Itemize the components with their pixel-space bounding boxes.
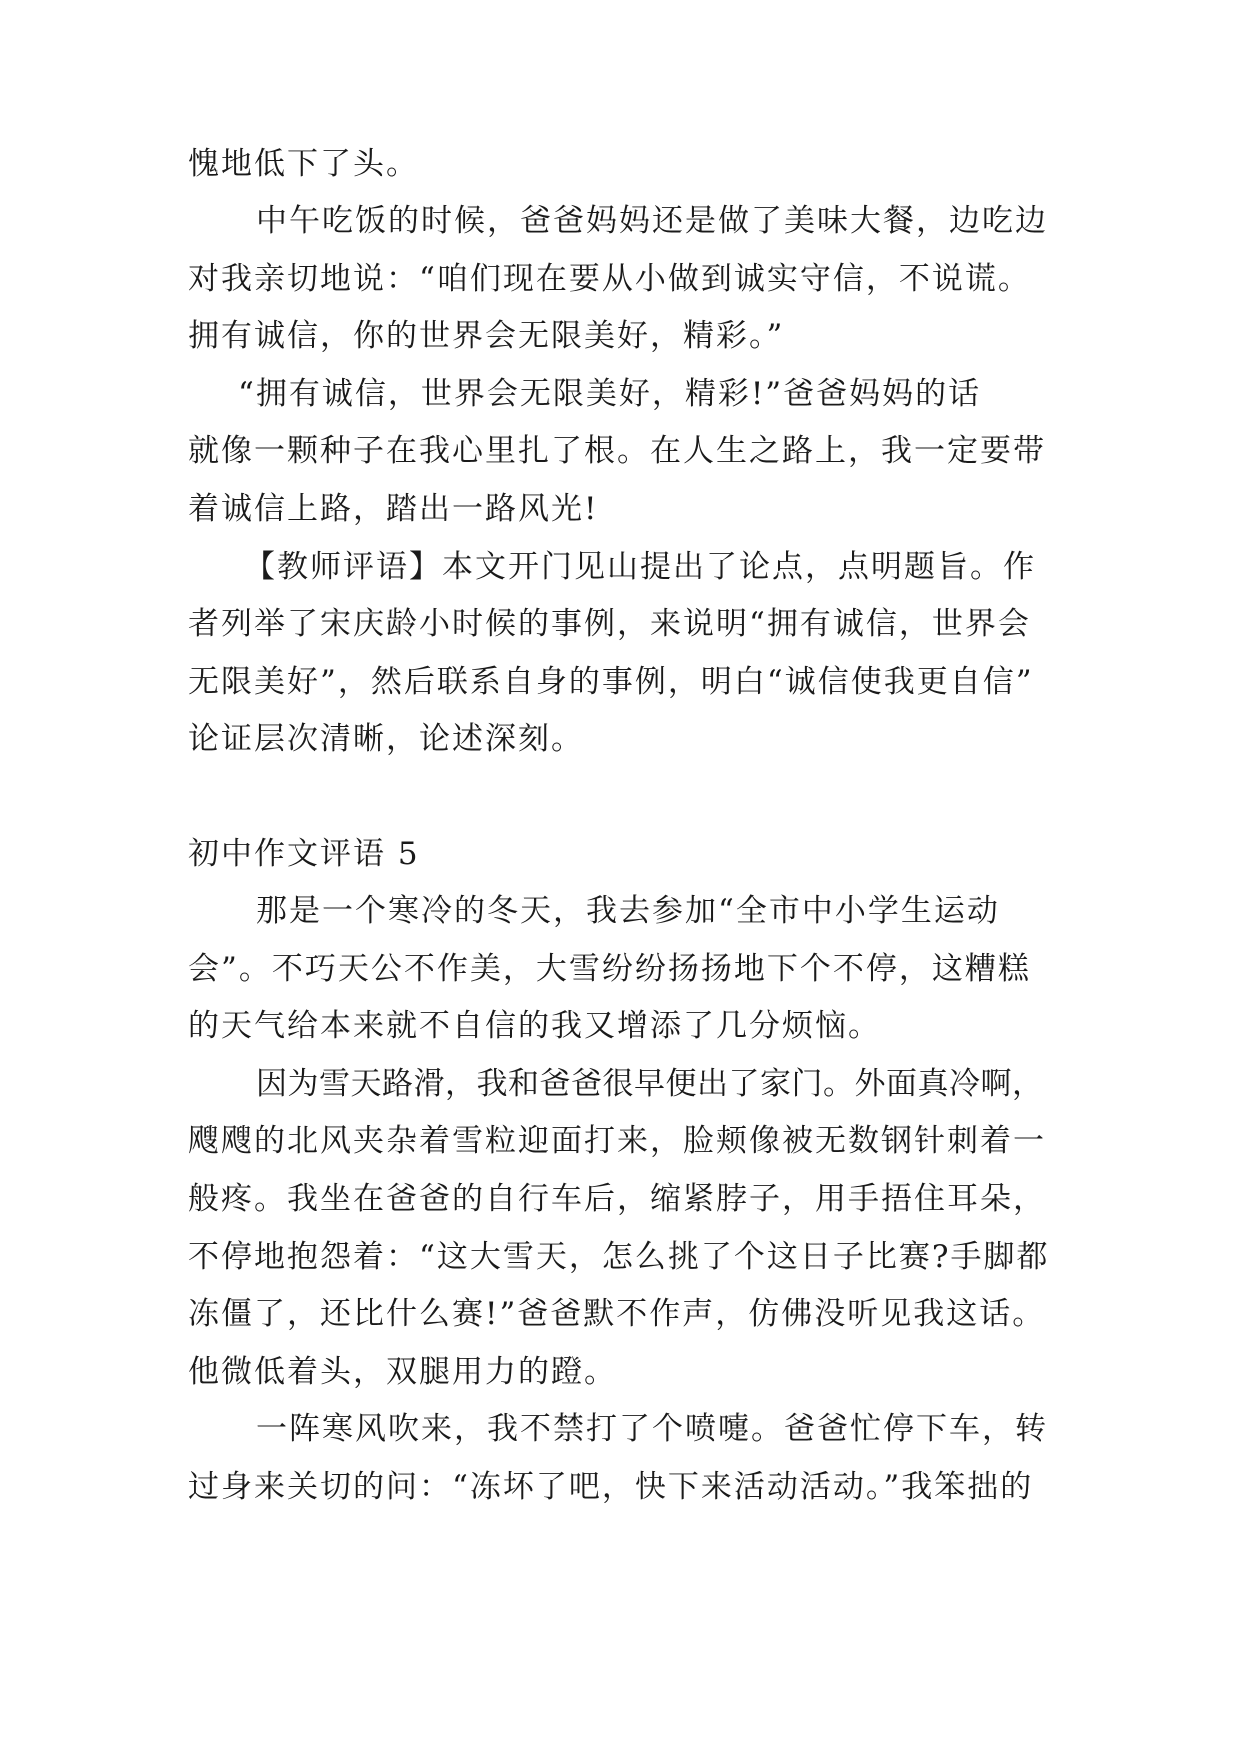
text-line: 愧地低下了头。 [188, 146, 419, 182]
text-line: 会”。不巧天公不作美，大雪纷纷扬扬地下个不停，这糟糕 [188, 951, 1031, 987]
section-title: 初中作文评语 5 [188, 836, 420, 872]
text-line: 者列举了宋庆龄小时候的事例，来说明“拥有诚信，世界会 [188, 606, 1031, 642]
text-line: 冻僵了，还比什么赛!”爸爸默不作声，仿佛没听见我这话。 [188, 1296, 1046, 1332]
text-line: 无限美好”，然后联系自身的事例，明白“诚信使我更自信” [188, 664, 1034, 700]
text-line: 他微低着头，双腿用力的蹬。 [188, 1354, 617, 1390]
text-line: 着诚信上路，踏出一路风光! [188, 491, 599, 527]
text-line: 拥有诚信，你的世界会无限美好，精彩。” [188, 318, 785, 354]
text-line: 不停地抱怨着：“这大雪天，怎么挑了个这日子比赛?手脚都 [188, 1239, 1050, 1275]
text-line: 就像一颗种子在我心里扎了根。在人生之路上，我一定要带 [188, 433, 1046, 469]
text-line: 中午吃饭的时候，爸爸妈妈还是做了美味大餐，边吃边 [256, 203, 1048, 239]
text-line: “拥有诚信，世界会无限美好，精彩!”爸爸妈妈的话 [238, 376, 982, 412]
text-line: 般疼。我坐在爸爸的自行车后，缩紧脖子，用手捂住耳朵， [188, 1181, 1046, 1217]
text-line: 因为雪天路滑，我和爸爸很早便出了家门。外面真冷啊， [256, 1066, 1044, 1102]
text-line: 过身来关切的问：“冻坏了吧，快下来活动活动。”我笨拙的 [188, 1469, 1034, 1505]
text-line: 那是一个寒冷的冬天，我去参加“全市中小学生运动 [256, 893, 1000, 929]
text-line: 飕飕的北风夹杂着雪粒迎面打来，脸颊像被无数钢针刺着一 [188, 1123, 1046, 1159]
text-line: 对我亲切地说：“咱们现在要从小做到诚实守信，不说谎。 [188, 261, 1031, 297]
text-line: 一阵寒风吹来，我不禁打了个喷嚏。爸爸忙停下车，转 [256, 1411, 1048, 1447]
text-line: 论证层次清晰，论述深刻。 [188, 721, 584, 757]
text-line: 【教师评语】本文开门见山提出了论点，点明题旨。作 [244, 549, 1036, 585]
text-line: 的天气给本来就不自信的我又增添了几分烦恼。 [188, 1008, 881, 1044]
